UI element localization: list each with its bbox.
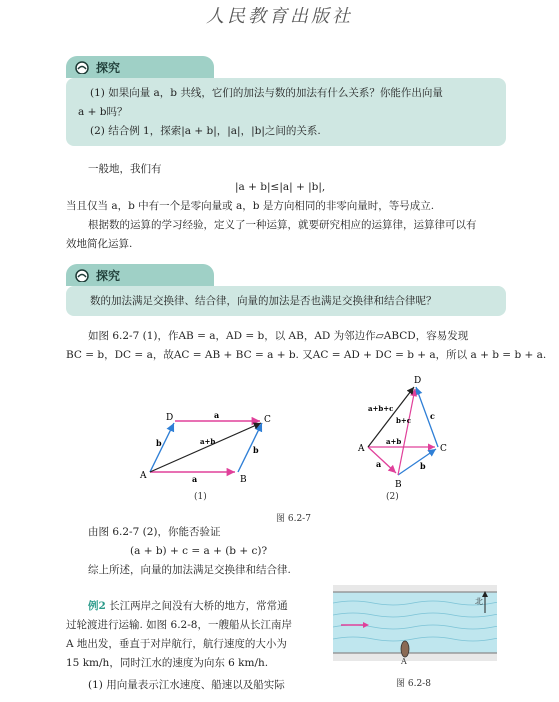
publisher-header: 人民教育出版社 [206, 6, 353, 27]
paragraph: 当且仅当 a，b 中有一个是零向量或 a，b 是方向相同的非零向量时，等号成立. [66, 200, 435, 212]
vector-label: b [420, 461, 426, 471]
vector-label: a [214, 410, 220, 420]
vector-label: a+b+c [368, 404, 394, 413]
paragraph: 如图 6.2-7 (1)，作AB = a，AD = b，以 AB，AD 为邻边作▱ABCD，容易发现 [88, 330, 469, 342]
example-label: 例2 [88, 600, 106, 612]
vertex-label: C [264, 415, 271, 425]
inquiry-line: 数的加法满足交换律、结合律，向量的加法是否也满足交换律和结合律呢？ [90, 295, 437, 307]
example-line: 15 km/h，同时江水的速度为向东 6 km/h. [66, 657, 269, 669]
parallelogram-figure [130, 408, 290, 508]
inquiry-icon [74, 268, 90, 282]
figure-subcaption: (1) [194, 492, 207, 502]
inquiry-line: (2) 结合例 1，探索|a + b|，|a|，|b|之间的关系. [90, 125, 321, 137]
vector-label: c [430, 411, 435, 421]
example-text: 长江两岸之间没有大桥的地方，常常通 [109, 600, 288, 612]
inquiry-tab [66, 264, 214, 286]
paragraph: BC = b，DC = a，故AC = AB + BC = a + b. 又AC = AD + DC = b + a，所以 a + b = b + a. [66, 349, 547, 361]
vertex-label: A [140, 471, 147, 481]
associative-figure [350, 375, 460, 490]
point-label: A [401, 657, 407, 666]
vector-b [398, 449, 436, 475]
paragraph: 根据数的运算的学习经验，定义了一种运算，就要研究相应的运算律，运算律可以有 [88, 219, 477, 231]
vector-label: a+b [386, 437, 402, 446]
vector-label: b+c [396, 416, 412, 425]
vertex-label: C [440, 444, 447, 454]
vector-label: b [253, 445, 259, 455]
vertex-label: B [240, 475, 247, 485]
paragraph: 一般地，我们有 [88, 163, 162, 175]
inquiry-icon [74, 60, 90, 74]
example-line: (1) 用向量表示江水速度、船速以及船实际 [88, 679, 285, 691]
paragraph: 效地简化运算. [66, 238, 133, 250]
figure-caption: 图 6.2-8 [396, 679, 431, 689]
vertex-label: B [395, 480, 402, 490]
vertex-label: D [414, 376, 422, 386]
example-line [88, 597, 288, 616]
vertex-label: D [166, 413, 174, 423]
inquiry-line: (1) 如果向量 a，b 共线，它们的加法与数的加法有什么关系？你能作出向量 [90, 87, 443, 99]
paragraph: 综上所述，向量的加法满足交换律和结合律. [88, 564, 291, 576]
north-label: 北 [475, 597, 483, 606]
boat-icon [401, 641, 409, 657]
example-line: A 地出发，垂直于对岸航行，航行速度的大小为 [66, 638, 287, 650]
vertex-label: A [358, 444, 365, 454]
vector-b-plus-c [398, 389, 415, 475]
inquiry-line: a + b吗？ [78, 106, 128, 118]
vector-label: a [376, 459, 382, 469]
vector-a [368, 447, 396, 473]
example-line: 过轮渡进行运输. 如图 6.2-8，一艘船从长江南岸 [66, 619, 292, 631]
vector-label: a [192, 474, 198, 484]
inquiry-title: 探究 [96, 60, 121, 75]
formula: (a + b) + c = a + (b + c)? [130, 545, 268, 557]
river-drawing [333, 585, 497, 661]
vector-label: b [156, 438, 162, 448]
vector-b [150, 423, 174, 472]
figure-caption: 图 6.2-7 [276, 514, 311, 524]
formula: |a + b|≤|a| + |b|, [235, 181, 326, 193]
inquiry-title: 探究 [96, 268, 121, 283]
vector-a-plus-b [150, 423, 261, 472]
paragraph: 由图 6.2-7 (2)，你能否验证 [88, 526, 221, 538]
vector-label: a+b [200, 437, 216, 446]
figure-subcaption: (2) [386, 492, 399, 502]
river-figure [333, 585, 497, 661]
inquiry-tab [66, 56, 214, 78]
